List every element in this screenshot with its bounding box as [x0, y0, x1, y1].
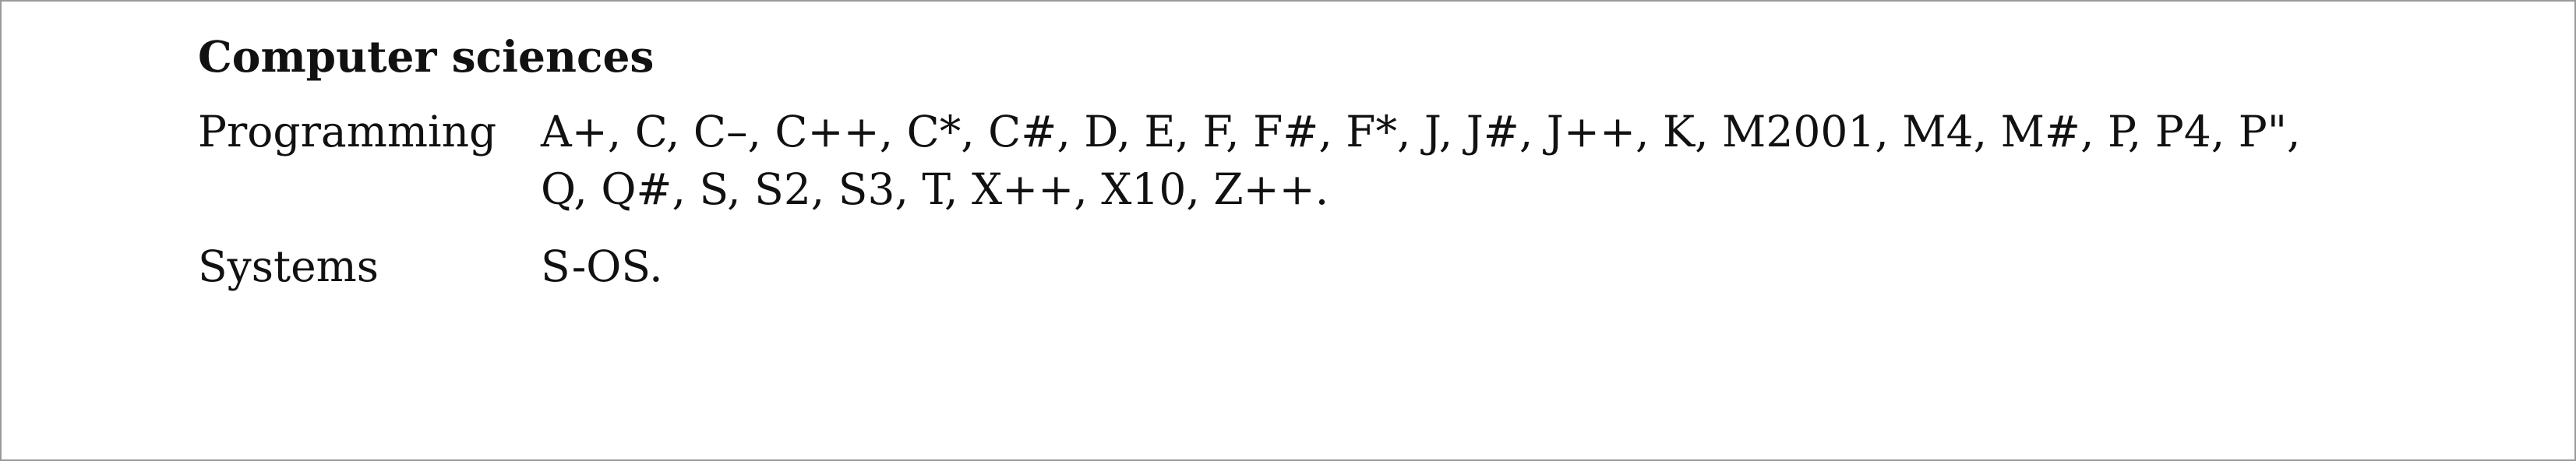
programming-entry [198, 103, 2426, 218]
programming-label: Programming [198, 107, 497, 157]
section-title: Computer sciences [198, 31, 655, 82]
programming-list-line-1: A+, C, C–, C++, C*, C#, D, E, F, F#, F*, J, J#, J++, K, M2001, M4, M#, P, P4, P", [541, 107, 2301, 157]
systems-list-line-1: S-OS. [541, 241, 663, 291]
systems-list [541, 238, 2426, 295]
programming-languages-list [541, 103, 2426, 218]
programming-list-line-2: Q, Q#, S, S2, S3, T, X++, X10, Z++. [541, 164, 1329, 214]
systems-entry [198, 238, 2426, 295]
systems-label: Systems [198, 241, 379, 291]
